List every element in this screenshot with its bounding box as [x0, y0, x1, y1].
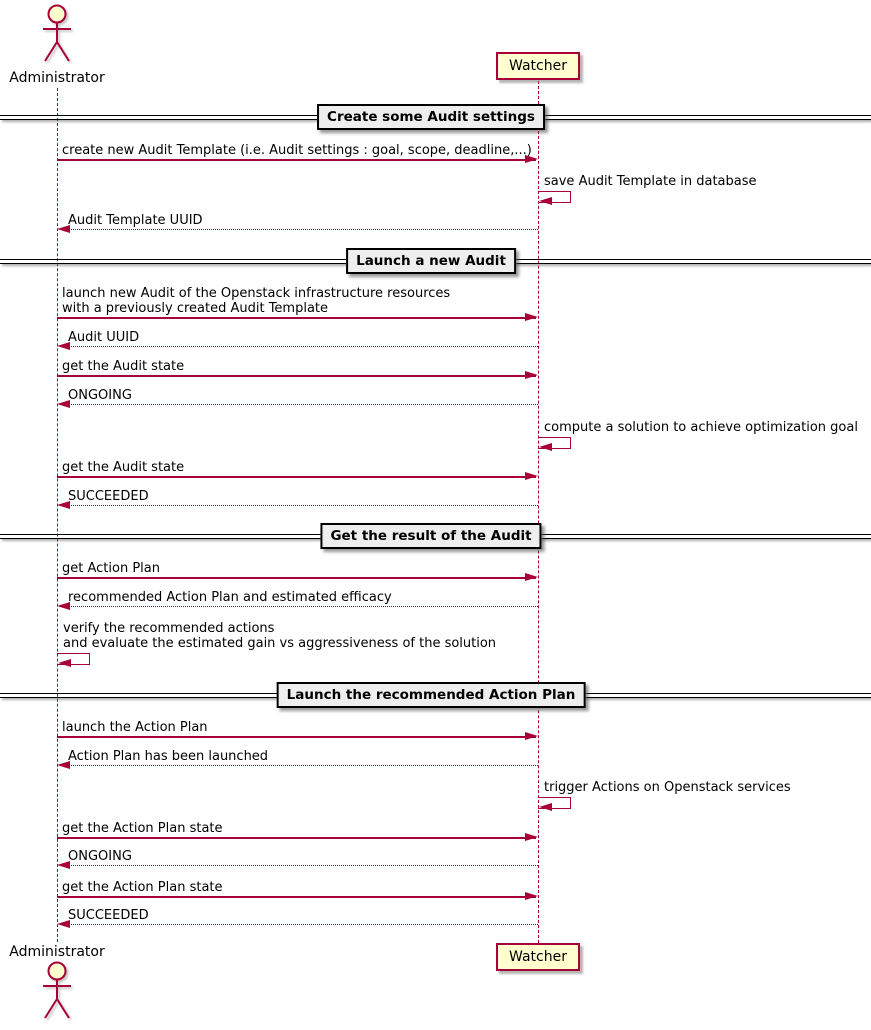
message-label-line: get the Action Plan state: [62, 880, 223, 895]
message-label-line: get Action Plan: [62, 561, 160, 576]
message-label-line: with a previously created Audit Template: [62, 301, 329, 316]
arrowhead-icon: [57, 920, 70, 928]
message-reply-label: [68, 908, 149, 923]
administrator-label-top: Administrator: [9, 70, 105, 86]
message-self-label: [63, 621, 496, 651]
message-reply-line: [68, 404, 538, 405]
lifeline-administrator: [57, 88, 58, 942]
arrowhead-icon: [57, 225, 70, 233]
message-label-line: ONGOING: [68, 388, 132, 403]
arrowhead-icon: [525, 732, 538, 740]
message-reply-label: [68, 388, 132, 403]
message-request-line: [57, 375, 536, 377]
message-label-line: get the Audit state: [62, 359, 185, 374]
divider-label: Launch a new Audit: [346, 248, 516, 274]
message-reply-line: [68, 229, 538, 230]
arrowhead-icon: [525, 573, 538, 581]
arrowhead-icon: [57, 342, 70, 350]
message-label-line: save Audit Template in database: [544, 174, 757, 189]
message-request-line: [57, 837, 536, 839]
arrowhead-icon: [525, 155, 538, 163]
arrowhead-icon: [539, 443, 552, 451]
arrowhead-icon: [525, 371, 538, 379]
message-reply-label: [68, 489, 149, 504]
message-label-line: recommended Action Plan and estimated efficacy: [68, 590, 392, 605]
message-label-line: create new Audit Template (i.e. Audit settings : goal, scope, deadline,...): [62, 143, 532, 158]
arrowhead-icon: [525, 892, 538, 900]
message-label-line: SUCCEEDED: [68, 908, 149, 923]
divider-label: Create some Audit settings: [317, 104, 545, 130]
arrowhead-icon: [57, 861, 70, 869]
lifeline-watcher: [538, 81, 539, 943]
message-reply-label: [68, 213, 203, 228]
message-label-line: Action Plan has been launched: [68, 749, 269, 764]
arrowhead-icon: [57, 400, 70, 408]
arrowhead-icon: [57, 761, 70, 769]
arrowhead-icon: [525, 472, 538, 480]
message-label-line: launch the Action Plan: [62, 720, 208, 735]
participant-watcher-top: Watcher: [496, 52, 580, 80]
message-label-line: Audit UUID: [68, 330, 140, 345]
administrator-label-bottom: Administrator: [9, 944, 105, 960]
message-request-label: [62, 359, 184, 374]
message-request-label: [62, 460, 184, 475]
message-request-label: [62, 821, 223, 836]
message-label-line: launch new Audit of the Openstack infrastructure resources: [62, 286, 451, 301]
message-request-line: [57, 577, 536, 579]
actor-icon: [34, 960, 80, 1024]
message-request-line: [57, 159, 536, 161]
message-request-label: [62, 143, 532, 158]
message-label-line: verify the recommended actions: [63, 621, 275, 636]
message-request-label: [62, 880, 223, 895]
message-request-label: [62, 561, 160, 576]
message-self-label: [544, 420, 858, 435]
arrowhead-icon: [539, 803, 552, 811]
message-request-line: [57, 476, 536, 478]
divider-label: Get the result of the Audit: [320, 523, 541, 549]
arrowhead-icon: [57, 501, 70, 509]
message-label-line: compute a solution to achieve optimization goal: [544, 420, 858, 435]
message-label-line: Audit Template UUID: [68, 213, 203, 228]
message-request-label: [62, 286, 450, 316]
arrowhead-icon: [57, 602, 70, 610]
message-reply-line: [68, 606, 538, 607]
participant-watcher-bottom: Watcher: [496, 943, 580, 971]
message-request-line: [57, 896, 536, 898]
message-reply-line: [68, 346, 538, 347]
message-reply-label: [68, 330, 139, 345]
message-request-label: [62, 720, 208, 735]
message-self-label: [544, 174, 757, 189]
arrowhead-icon: [539, 197, 552, 205]
message-reply-label: [68, 849, 132, 864]
message-reply-line: [68, 765, 538, 766]
message-request-line: [57, 317, 536, 319]
message-reply-line: [68, 924, 538, 925]
message-reply-label: [68, 749, 268, 764]
divider-label: Launch the recommended Action Plan: [277, 682, 586, 708]
message-request-line: [57, 736, 536, 738]
arrowhead-icon: [525, 313, 538, 321]
message-reply-label: [68, 590, 392, 605]
actor-icon: [34, 3, 80, 67]
message-self-label: [544, 780, 791, 795]
message-label-line: trigger Actions on Openstack services: [544, 780, 791, 795]
message-reply-line: [68, 505, 538, 506]
message-label-line: SUCCEEDED: [68, 489, 149, 504]
message-label-line: and evaluate the estimated gain vs aggressiveness of the solution: [63, 636, 497, 651]
message-label-line: ONGOING: [68, 849, 132, 864]
arrowhead-icon: [58, 659, 71, 667]
message-label-line: get the Action Plan state: [62, 821, 223, 836]
arrowhead-icon: [525, 833, 538, 841]
message-reply-line: [68, 865, 538, 866]
message-label-line: get the Audit state: [62, 460, 185, 475]
